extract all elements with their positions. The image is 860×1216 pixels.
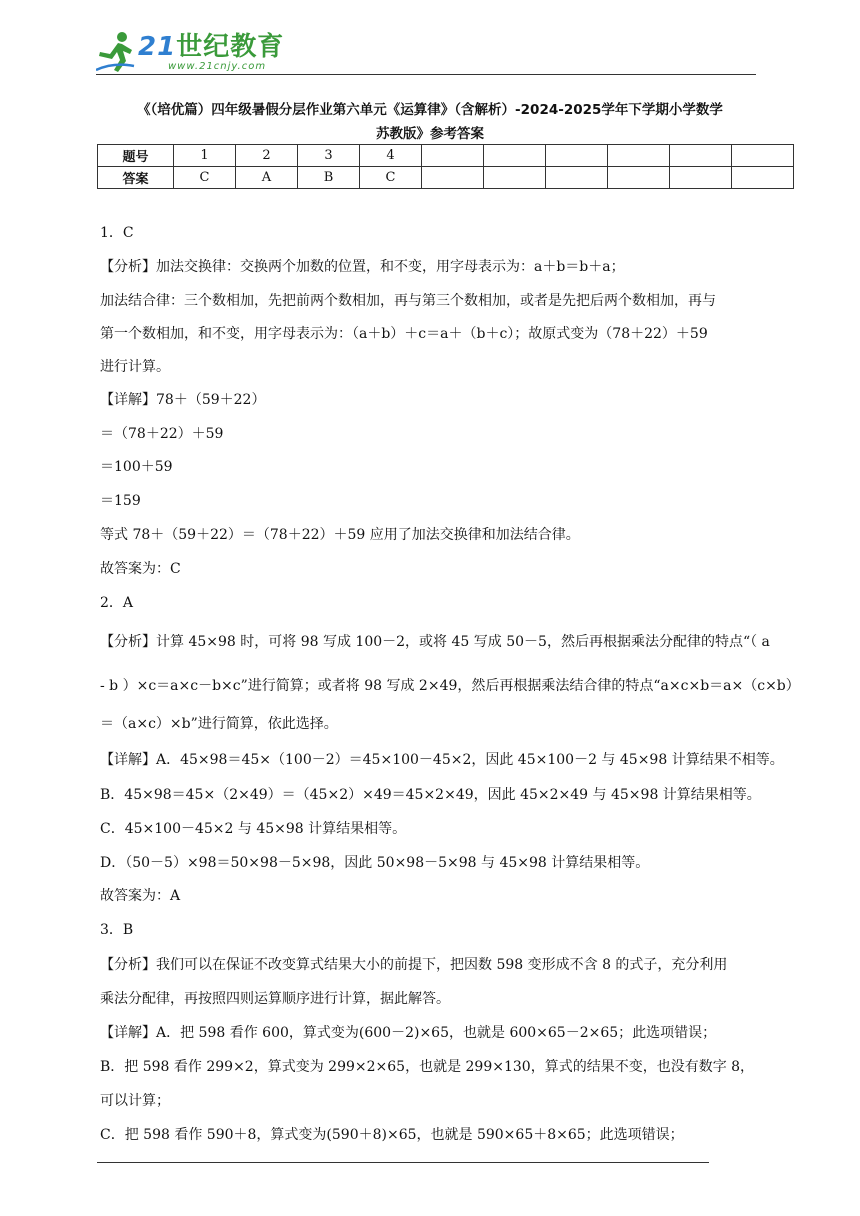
answer-row [98, 167, 794, 189]
footer-divider [97, 1162, 709, 1163]
detail-text: ＝159 [100, 493, 141, 509]
table-cell [546, 145, 608, 167]
analysis-text: 【分析】计算 45×98 时，可将 98 写成 100－2，或将 45 写成 50－5，然后再根据乘法分配律的特点“（ a [100, 634, 770, 650]
table-cell: B [298, 167, 360, 189]
logo-url: www.21cnjy.com [168, 60, 267, 72]
analysis-text: 【分析】我们可以在保证不改变算式结果大小的前提下，把因数 598 变形成不含 8 的式子，充分利用 [100, 957, 728, 973]
table-cell [422, 145, 484, 167]
table-cell [732, 145, 794, 167]
detail-text: C．把 598 看作 590＋8，算式变为(590＋8)×65，也就是 590×65＋8×65；此选项错误； [100, 1127, 684, 1143]
analysis-text: 第一个数相加，和不变，用字母表示为：（a＋b）＋c＝a＋（b＋c）；故原式变为（78＋22）＋59 [100, 326, 708, 342]
table-cell [608, 167, 670, 189]
answer-text: 故答案为：C [100, 561, 181, 577]
table-cell: 3 [298, 145, 360, 167]
analysis-text: 加法结合律：三个数相加，先把前两个数相加，再与第三个数相加，或者是先把后两个数相加，再与 [100, 293, 716, 309]
detail-text: 【详解】A．把 598 看作 600，算式变为(600－2)×65，也就是 600×65－2×65；此选项错误； [100, 1025, 717, 1041]
detail-text: ＝100＋59 [100, 459, 173, 475]
detail-text: 【详解】78＋（59＋22） [100, 392, 266, 408]
table-cell [484, 167, 546, 189]
detail-text: 【详解】A．45×98＝45×（100－2）＝45×100－45×2，因此 45×100－2 与 45×98 计算结果不相等。 [100, 752, 784, 768]
detail-text: D．（50－5）×98＝50×98－5×98，因此 50×98－5×98 与 45×98 计算结果相等。 [100, 855, 650, 871]
page-header [96, 26, 756, 78]
table-cell: C [174, 167, 236, 189]
analysis-text: 进行计算。 [100, 359, 170, 375]
table-cell [546, 167, 608, 189]
question-heading-1: 1．C [100, 225, 134, 241]
detail-text: B．把 598 看作 299×2，算式变为 299×2×65，也就是 299×130，算式的结果不变，也没有数字 8， [100, 1059, 755, 1075]
table-cell [732, 167, 794, 189]
answer-text: 故答案为：A [100, 888, 181, 904]
logo [96, 30, 284, 74]
logo-title: 21世纪教育 [138, 31, 285, 62]
question-heading-2: 2．A [100, 595, 134, 611]
question-number-row [98, 145, 794, 167]
analysis-text: 【分析】加法交换律：交换两个加数的位置，和不变，用字母表示为：a＋b＝b＋a； [100, 259, 625, 275]
analysis-text: - b ）×c＝a×c－b×c”进行简算；或者将 98 写成 2×49，然后再根据乘法结合律的特点“a×c×b＝a×（c×b） [100, 678, 800, 694]
table-cell: 2 [236, 145, 298, 167]
title-line-1: 《（培优篇）四年级暑假分层作业第六单元《运算律》（含解析）-2024-2025学年下学期小学数学 [137, 102, 723, 118]
analysis-text: ＝（a×c）×b”进行简算，依此选择。 [100, 716, 338, 732]
document-title [100, 98, 760, 146]
table-cell [670, 145, 732, 167]
table-cell [608, 145, 670, 167]
table-cell: 1 [174, 145, 236, 167]
table-cell: A [236, 167, 298, 189]
detail-text: B．45×98＝45×（2×49）＝（45×2）×49＝45×2×49，因此 45×2×49 与 45×98 计算结果相等。 [100, 787, 761, 803]
table-cell: 4 [360, 145, 422, 167]
answer-table [97, 144, 794, 189]
table-cell [670, 167, 732, 189]
title-line-2: 苏教版》参考答案 [376, 126, 484, 142]
detail-text: ＝（78＋22）＋59 [100, 426, 224, 442]
detail-text: 可以计算； [100, 1093, 170, 1109]
table-cell [484, 145, 546, 167]
table-cell: C [360, 167, 422, 189]
question-heading-3: 3．B [100, 922, 134, 938]
row-header-number: 题号 [98, 145, 174, 167]
detail-text: 等式 78＋（59＋22）＝（78＋22）＋59 应用了加法交换律和加法结合律。 [100, 527, 580, 543]
analysis-text: 乘法分配律，再按照四则运算顺序进行计算，据此解答。 [100, 991, 450, 1007]
header-divider [96, 74, 756, 75]
table-cell [422, 167, 484, 189]
row-header-answer: 答案 [98, 167, 174, 189]
detail-text: C．45×100－45×2 与 45×98 计算结果相等。 [100, 821, 407, 837]
logo-number: 21 [138, 31, 177, 62]
running-figure-icon [96, 30, 136, 74]
